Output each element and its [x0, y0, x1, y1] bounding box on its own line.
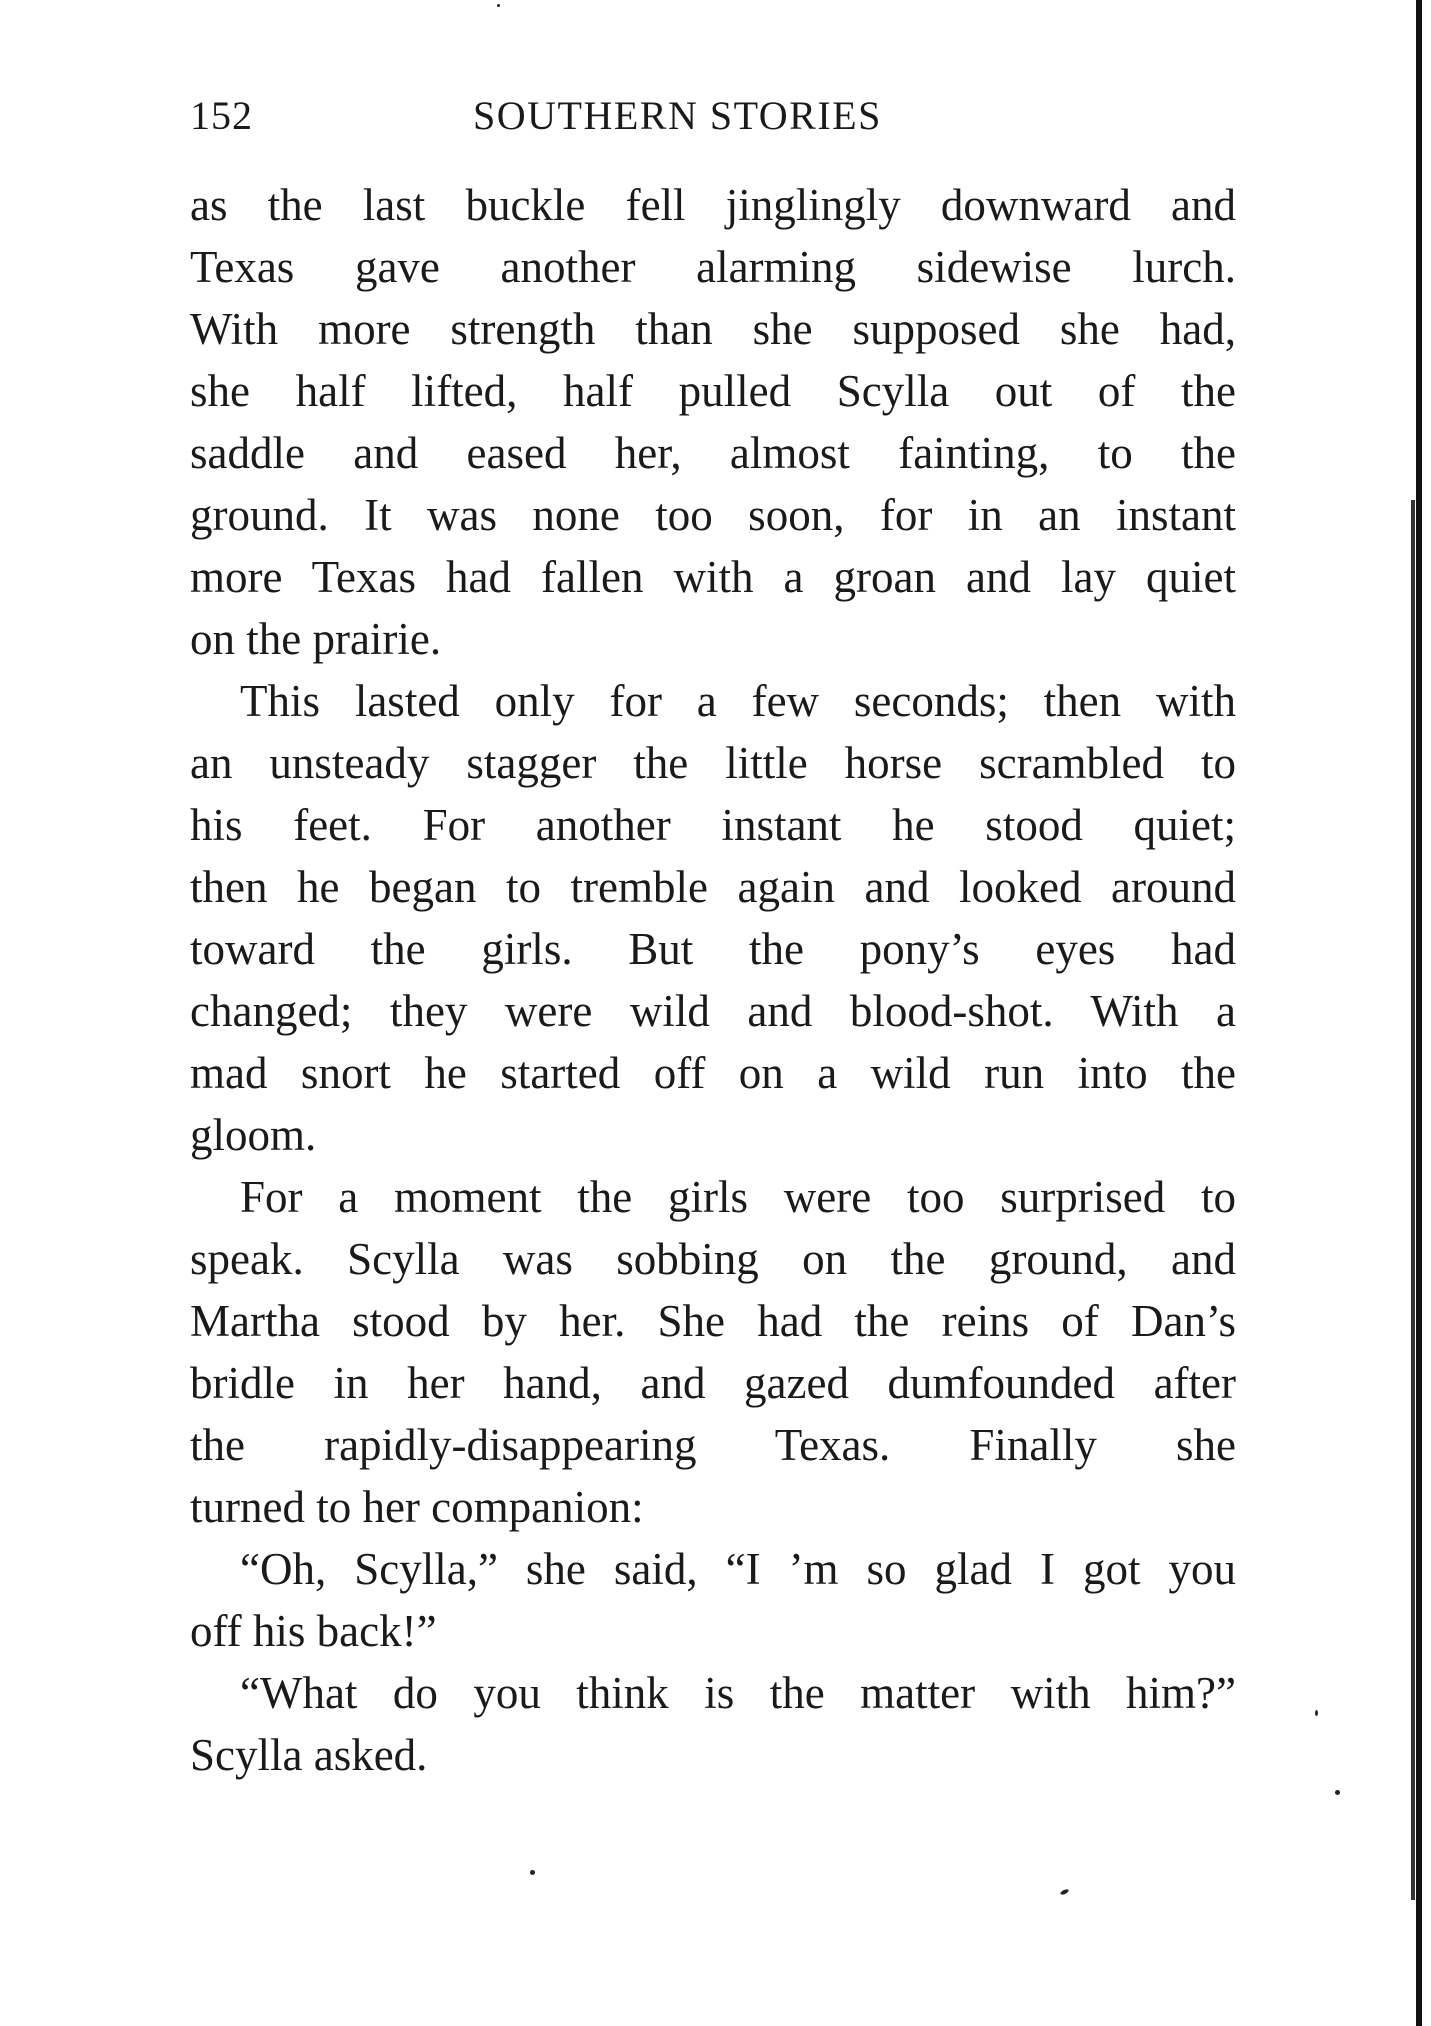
print-speck: [530, 1870, 535, 1875]
print-speck: [1060, 1888, 1070, 1895]
page-number: 152: [190, 93, 253, 138]
text-line: saddle and eased her, almost fainting, to the: [190, 428, 1236, 478]
text-line: an unsteady stagger the little horse scrambled to: [190, 738, 1236, 788]
paragraph-start-line: “What do you think is the matter with him?”: [240, 1668, 1236, 1718]
text-line: then he began to tremble again and looked around: [190, 862, 1236, 912]
text-line: the rapidly-disappearing Texas. Finally she: [190, 1420, 1236, 1470]
print-speck: [1335, 1790, 1340, 1795]
paragraph-start-line: “Oh, Scylla,” she said, “I ’m so glad I got you: [240, 1544, 1236, 1594]
paragraph-start-line: For a moment the girls were too surprised to: [240, 1172, 1236, 1222]
text-line: bridle in her hand, and gazed dumfounded after: [190, 1358, 1236, 1408]
text-line: mad snort he started off on a wild run into the: [190, 1048, 1236, 1098]
text-line: toward the girls. But the pony’s eyes had: [190, 924, 1236, 974]
text-line: his feet. For another instant he stood quiet;: [190, 800, 1236, 850]
text-line: With more strength than she supposed she had,: [190, 304, 1236, 354]
body-text: [190, 174, 1236, 1786]
print-speck: [497, 4, 500, 7]
print-speck: [1315, 1710, 1318, 1716]
text-line: gloom.: [190, 1110, 317, 1160]
page-edge-shadow-inner: [1411, 500, 1415, 1900]
text-line: ground. It was none too soon, for in an instant: [190, 490, 1236, 540]
text-line: Texas gave another alarming sidewise lurch.: [190, 242, 1236, 292]
text-line: speak. Scylla was sobbing on the ground, and: [190, 1234, 1236, 1284]
text-line: turned to her companion:: [190, 1482, 644, 1532]
running-head: SOUTHERN STORIES: [473, 93, 882, 138]
text-line: Scylla asked.: [190, 1730, 428, 1780]
text-line: Martha stood by her. She had the reins of Dan’s: [190, 1296, 1236, 1346]
text-line: changed; they were wild and blood-shot. With a: [190, 986, 1236, 1036]
text-line: more Texas had fallen with a groan and lay quiet: [190, 552, 1236, 602]
text-line: off his back!”: [190, 1606, 437, 1656]
text-line: she half lifted, half pulled Scylla out of the: [190, 366, 1236, 416]
page-edge-shadow: [1416, 0, 1422, 2026]
page-header: [190, 92, 1240, 148]
paragraph-start-line: This lasted only for a few seconds; then with: [240, 676, 1236, 726]
text-line: as the last buckle fell jinglingly downward and: [190, 180, 1236, 230]
text-line: on the prairie.: [190, 614, 442, 664]
